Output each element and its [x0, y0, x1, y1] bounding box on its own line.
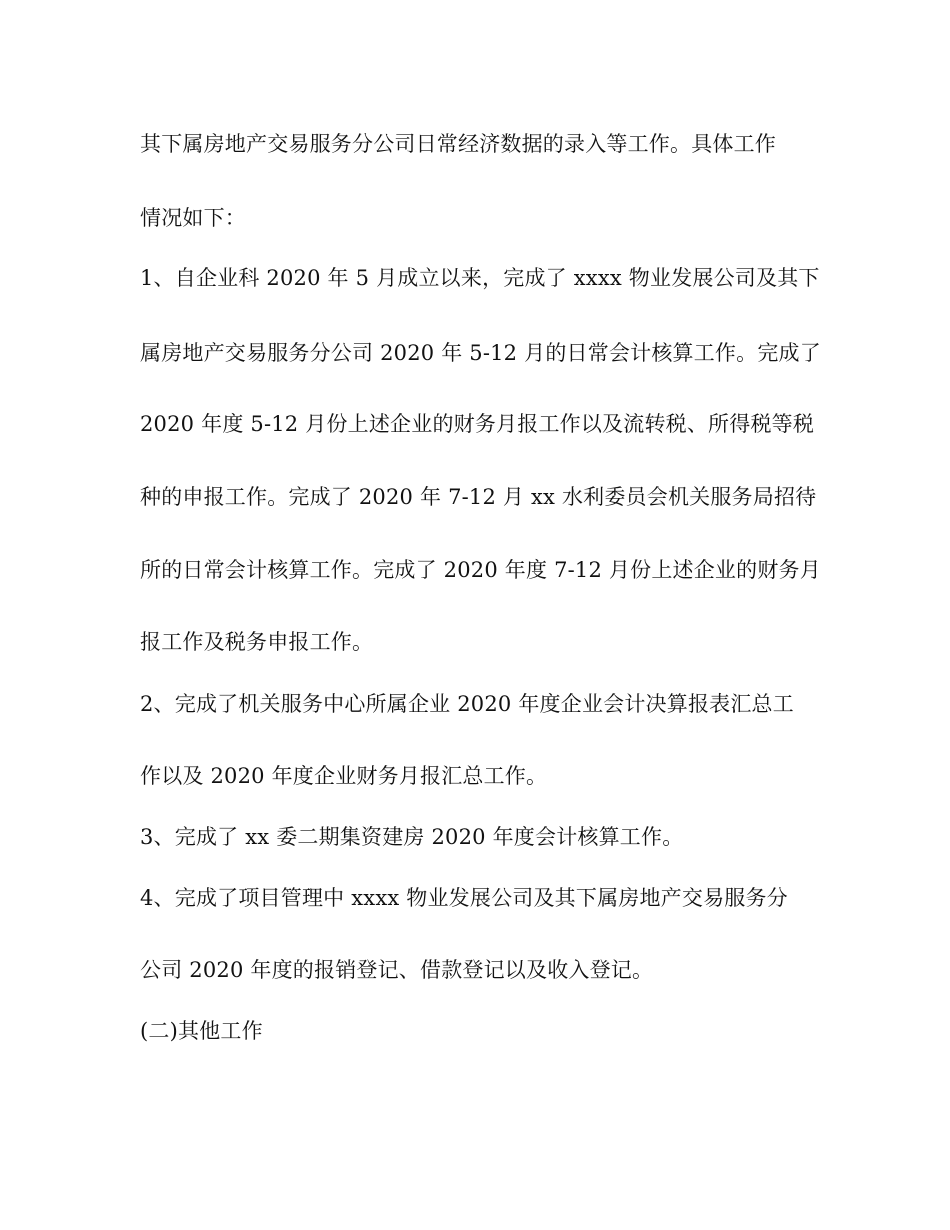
paragraph-line: 情况如下：: [140, 206, 246, 230]
list-item-1-line: 所的日常会计核算工作。完成了 2020 年度 7-12 月份上述企业的财务月: [140, 558, 821, 582]
list-item-1-line: 属房地产交易服务分公司 2020 年 5-12 月的日常会计核算工作。完成了: [140, 341, 821, 365]
list-item-4-line: 4、完成了项目管理中 xxxx 物业发展公司及其下属房地产交易服务分: [140, 886, 788, 910]
list-item-3-line: 3、完成了 xx 委二期集资建房 2020 年度会计核算工作。: [140, 825, 684, 849]
list-item-1-line: 种的申报工作。完成了 2020 年 7-12 月 xx 水利委员会机关服务局招待: [140, 485, 817, 509]
paragraph-line: 其下属房地产交易服务分公司日常经济数据的录入等工作。具体工作: [140, 132, 776, 156]
list-item-1-line: 2020 年度 5-12 月份上述企业的财务月报工作以及流转税、所得税等税: [140, 412, 815, 436]
list-item-4-line: 公司 2020 年度的报销登记、借款登记以及收入登记。: [140, 958, 654, 982]
section-heading: (二)其他工作: [140, 1019, 263, 1043]
list-item-2-line: 作以及 2020 年度企业财务月报汇总工作。: [140, 764, 548, 788]
list-item-1-line: 报工作及税务申报工作。: [140, 630, 374, 654]
list-item-2-line: 2、完成了机关服务中心所属企业 2020 年度企业会计决算报表汇总工: [140, 692, 794, 716]
list-item-1-line: 1、自企业科 2020 年 5 月成立以来，完成了 xxxx 物业发展公司及其下: [140, 266, 820, 290]
